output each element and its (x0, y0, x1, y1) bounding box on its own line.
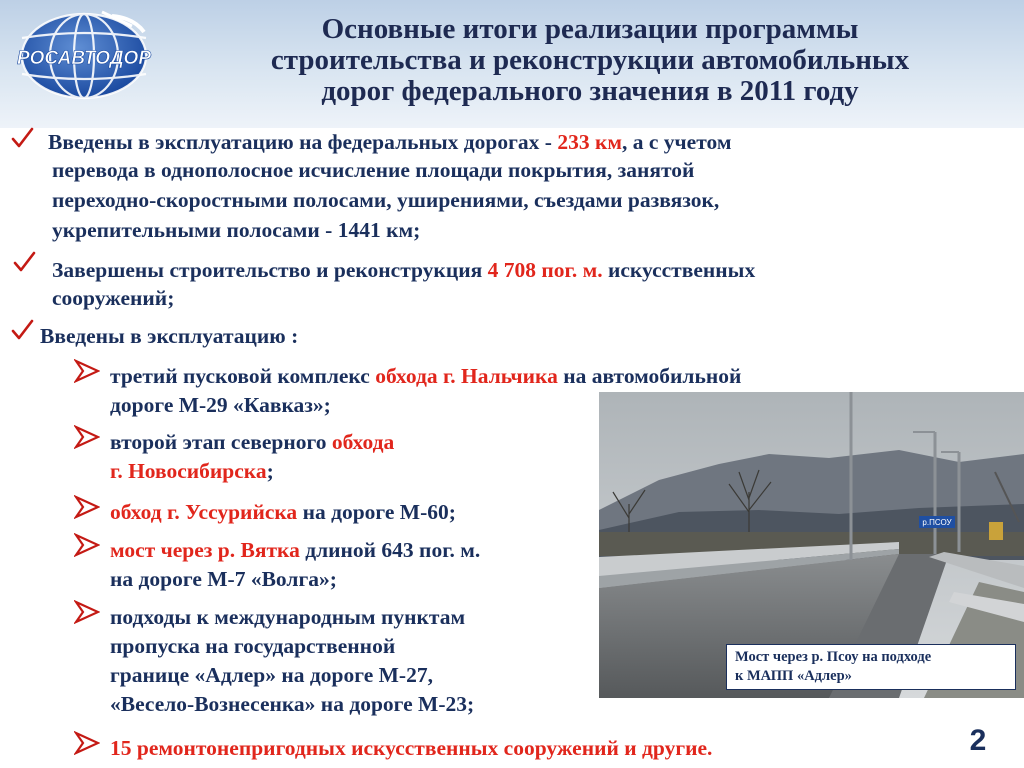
subitem-6-line-1: 15 ремонтонепригодных искусственных сооружений и другие. (110, 736, 713, 760)
photo-caption (726, 644, 1016, 690)
title-line-2: строительства и реконструкции автомобильных (270, 44, 910, 76)
subitem-2-line-2: г. Новосибирска; (110, 459, 274, 483)
highlight-233-km: 233 км (557, 130, 622, 154)
subitem-3-line-1: обход г. Уссурийска на дороге М-60; (110, 500, 456, 524)
arrow-bullet-icon (74, 495, 100, 519)
bullet-2-line-1: Завершены строительство и реконструкция 4 708 пог. м. искусственных (52, 258, 756, 282)
arrow-bullet-icon (74, 425, 100, 449)
checkmark-icon (10, 126, 34, 150)
subitem-5-line-4: «Весело-Вознесенка» на дороге М-23; (110, 692, 475, 716)
arrow-bullet-icon (74, 600, 100, 624)
svg-text:РОСАВТОДОР: РОСАВТОДОР (16, 48, 152, 69)
bullet-1-line-2: перевода в однополосное исчисление площади покрытия, занятой (52, 158, 695, 182)
bullet-2-line-2: сооружений; (52, 286, 175, 310)
subitem-1-line-2: дороге М-29 «Кавказ»; (110, 393, 331, 417)
slide-title (170, 14, 1010, 107)
caption-line-1: Мост через р. Псоу на подходе (735, 649, 932, 665)
header-band (0, 0, 1024, 128)
bullet-1-line-1: Введены в эксплуатацию на федеральных дорогах - 233 км, а с учетом (48, 130, 732, 154)
subitem-5-line-3: границе «Адлер» на дороге М-27, (110, 663, 433, 687)
page-number: 2 (969, 724, 987, 757)
bullet-1-line-3: переходно-скоростными полосами, уширениями, съездами развязок, (52, 188, 720, 212)
checkmark-icon (12, 250, 36, 274)
rosavtodor-logo (4, 8, 164, 108)
subitem-4-line-2: на дороге М-7 «Волга»; (110, 567, 337, 591)
river-sign-text: р.ПСОУ (922, 518, 952, 527)
bullet-3-line-1: Введены в эксплуатацию : (40, 324, 299, 348)
bullet-1-line-4: укрепительными полосами - 1441 км; (52, 218, 421, 242)
checkmark-icon (10, 318, 34, 342)
arrow-bullet-icon (74, 533, 100, 557)
subitem-1-line-1: третий пусковой комплекс обхода г. Нальчика на автомобильной (110, 364, 742, 388)
arrow-bullet-icon (74, 731, 100, 755)
subitem-4-line-1: мост через р. Вятка длиной 643 пог. м. (110, 538, 481, 562)
caption-line-2: к МАПП «Адлер» (735, 668, 852, 684)
subitem-2-line-1: второй этап северного обхода (110, 430, 395, 454)
arrow-bullet-icon (74, 359, 100, 383)
highlight-4708: 4 708 пог. м. (487, 258, 603, 282)
title-line-3: дорог федерального значения в 2011 году (321, 75, 859, 107)
title-line-1: Основные итоги реализации программы (321, 13, 859, 45)
subitem-5-line-1: подходы к международным пунктам (110, 605, 466, 629)
subitem-5-line-2: пропуска на государственной (110, 634, 396, 658)
